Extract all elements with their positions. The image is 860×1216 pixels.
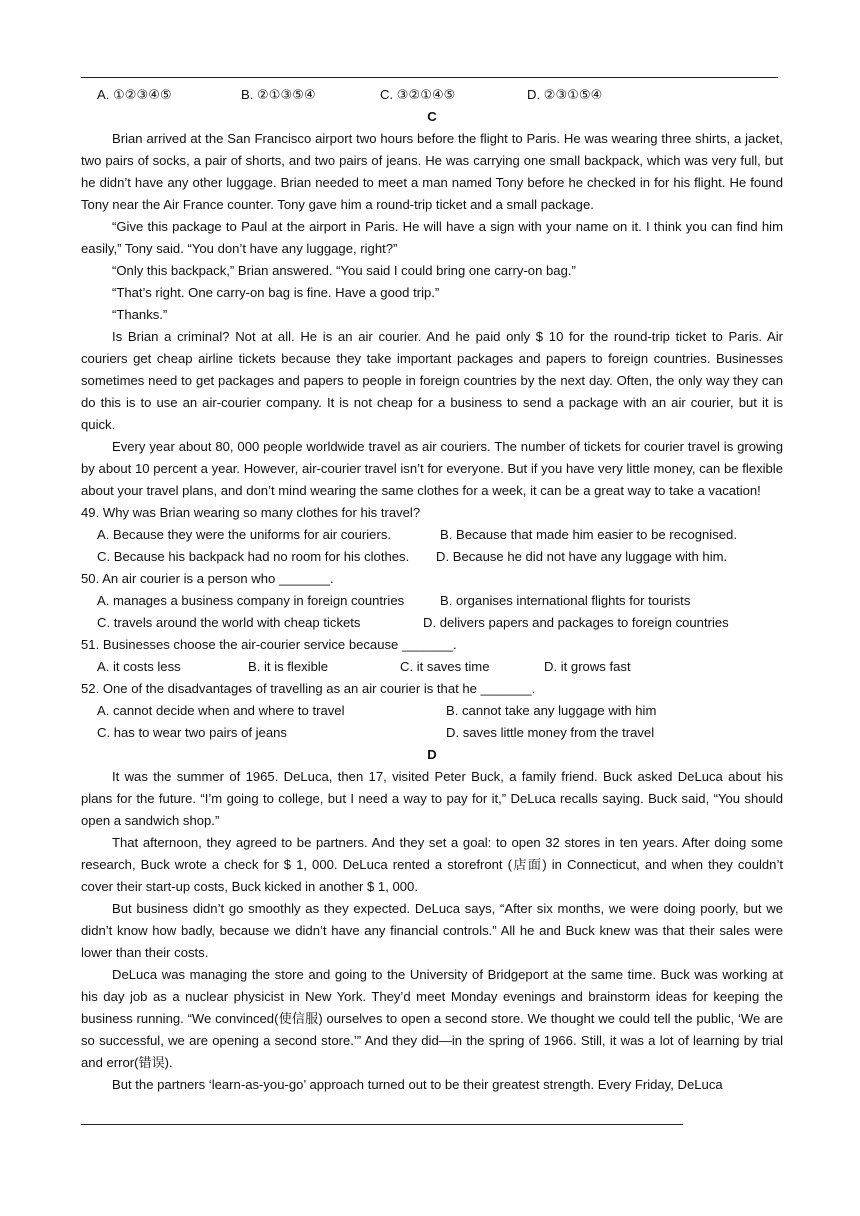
- question-49-options: [81, 546, 783, 568]
- question-50-options: [81, 590, 783, 612]
- option-b: B. cannot take any luggage with him: [446, 703, 657, 718]
- option-d: D. it grows fast: [544, 659, 631, 674]
- document-page: [81, 84, 783, 1096]
- option-c: C. it saves time: [400, 659, 490, 674]
- option-a: A. cannot decide when and where to travel: [97, 703, 345, 718]
- section-c-paragraph: Every year about 80, 000 people worldwide travel as air couriers. The number of tickets for courier travel is growing by about 10 percent a year. However, air-courier travel isn’t for everyone. But if you have very little money, can be flexible about your travel plans, and don’t mind wearing the same clothes for a week, it can be a great way to take a vacation!: [81, 439, 783, 498]
- question-50: 50. An air courier is a person who _______.: [81, 571, 334, 586]
- option-c: C. travels around the world with cheap tickets: [97, 615, 361, 630]
- question-52-options: [81, 722, 783, 744]
- option-b: B. it is flexible: [248, 659, 329, 674]
- question-50-options: [81, 612, 783, 634]
- section-d-paragraph: That afternoon, they agreed to be partners. And they set a goal: to open 32 stores in ten years. After doing some research, Buck wrote a check for $ 1, 000. DeLuca rented a storefront (店面) in Connecticut, and when they couldn’t cover their start-up costs, Buck kicked in another $ 1, 000.: [81, 835, 783, 894]
- previous-question-options: [81, 84, 783, 106]
- option-d: D. Because he did not have any luggage with him.: [436, 549, 728, 564]
- question-49-options: [81, 524, 783, 546]
- option-a: A. it costs less: [97, 659, 181, 674]
- option-d: D. ②③①⑤④: [527, 87, 603, 102]
- section-c-paragraph: “Thanks.”: [112, 307, 168, 322]
- section-c-heading: C: [427, 109, 437, 124]
- section-d-paragraph: But the partners ‘learn-as-you-go’ approach turned out to be their greatest strength. Every Friday, DeLuca: [112, 1077, 723, 1092]
- section-c-paragraph: “Give this package to Paul at the airport in Paris. He will have a sign with your name on it. I think you can find him easily,” Tony said. “You don’t have any luggage, right?”: [81, 219, 783, 256]
- question-49: 49. Why was Brian wearing so many clothes for his travel?: [81, 505, 421, 520]
- option-b: B. ②①③⑤④: [241, 87, 316, 102]
- option-b: B. Because that made him easier to be recognised.: [440, 527, 737, 542]
- question-51-options: [81, 656, 783, 678]
- question-51: 51. Businesses choose the air-courier service because _______.: [81, 637, 457, 652]
- option-d: D. delivers papers and packages to foreign countries: [423, 615, 729, 630]
- question-52: 52. One of the disadvantages of travelling as an air courier is that he _______.: [81, 681, 536, 696]
- question-52-options: [81, 700, 783, 722]
- section-c-paragraph: “Only this backpack,” Brian answered. “You said I could bring one carry-on bag.”: [112, 263, 576, 278]
- section-c-paragraph: Is Brian a criminal? Not at all. He is an air courier. And he paid only $ 10 for the round-trip ticket to Paris. Air couriers get cheap airline tickets because they take important packages and papers to foreign countries. Businesses sometimes need to get packages and papers to people in foreign countries by the next day. Often, the only way they can do this is to use an air-courier company. It is not cheap for a business to send a package with an air courier, but it is quick.: [81, 329, 783, 432]
- option-c: C. ③②①④⑤: [380, 87, 456, 102]
- section-d-paragraph: It was the summer of 1965. DeLuca, then 17, visited Peter Buck, a family friend. Buck asked DeLuca about his plans for the future. “I’m going to college, but I need a way to pay for it,” DeLuca recalls saying. Buck said, “You should open a sandwich shop.”: [81, 769, 783, 828]
- option-c: C. has to wear two pairs of jeans: [97, 725, 287, 740]
- option-d: D. saves little money from the travel: [446, 725, 655, 740]
- section-d-paragraph: But business didn’t go smoothly as they expected. DeLuca says, “After six months, we were doing poorly, but we didn’t know how badly, because we didn’t have any financial controls.” All he and Buck knew was that their sales were lower than their costs.: [81, 901, 783, 960]
- section-c-paragraph: Brian arrived at the San Francisco airport two hours before the flight to Paris. He was wearing three shirts, a jacket, two pairs of socks, a pair of shorts, and two pairs of jeans. He was carrying one small backpack, which was very full, but he didn’t have any other luggage. Brian needed to meet a man named Tony before he checked in for his flight. He found Tony near the Air France counter. Tony gave him a round-trip ticket and a small package.: [81, 131, 783, 212]
- option-a: A. manages a business company in foreign countries: [97, 593, 405, 608]
- footer-rule: [81, 1124, 683, 1125]
- option-a: A. Because they were the uniforms for air couriers.: [97, 527, 392, 542]
- section-c-paragraph: “That’s right. One carry-on bag is fine. Have a good trip.”: [112, 285, 440, 300]
- section-d-heading: D: [427, 747, 437, 762]
- header-rule: [81, 77, 778, 78]
- section-d-paragraph: DeLuca was managing the store and going to the University of Bridgeport at the same time. Buck was working at his day job as a nuclear physicist in New York. They’d meet Monday evenings and brainstorm ideas for keeping the business running. “We convinced(使信服) ourselves to open a second store. We thought we could tell the public, ‘We are so successful, we are opening a second store.’” And they did—in the spring of 1966. Still, it was a lot of learning by trial and error(错误).: [81, 967, 783, 1070]
- option-c: C. Because his backpack had no room for his clothes.: [97, 549, 410, 564]
- option-b: B. organises international flights for tourists: [440, 593, 691, 608]
- option-a: A. ①②③④⑤: [97, 87, 172, 102]
